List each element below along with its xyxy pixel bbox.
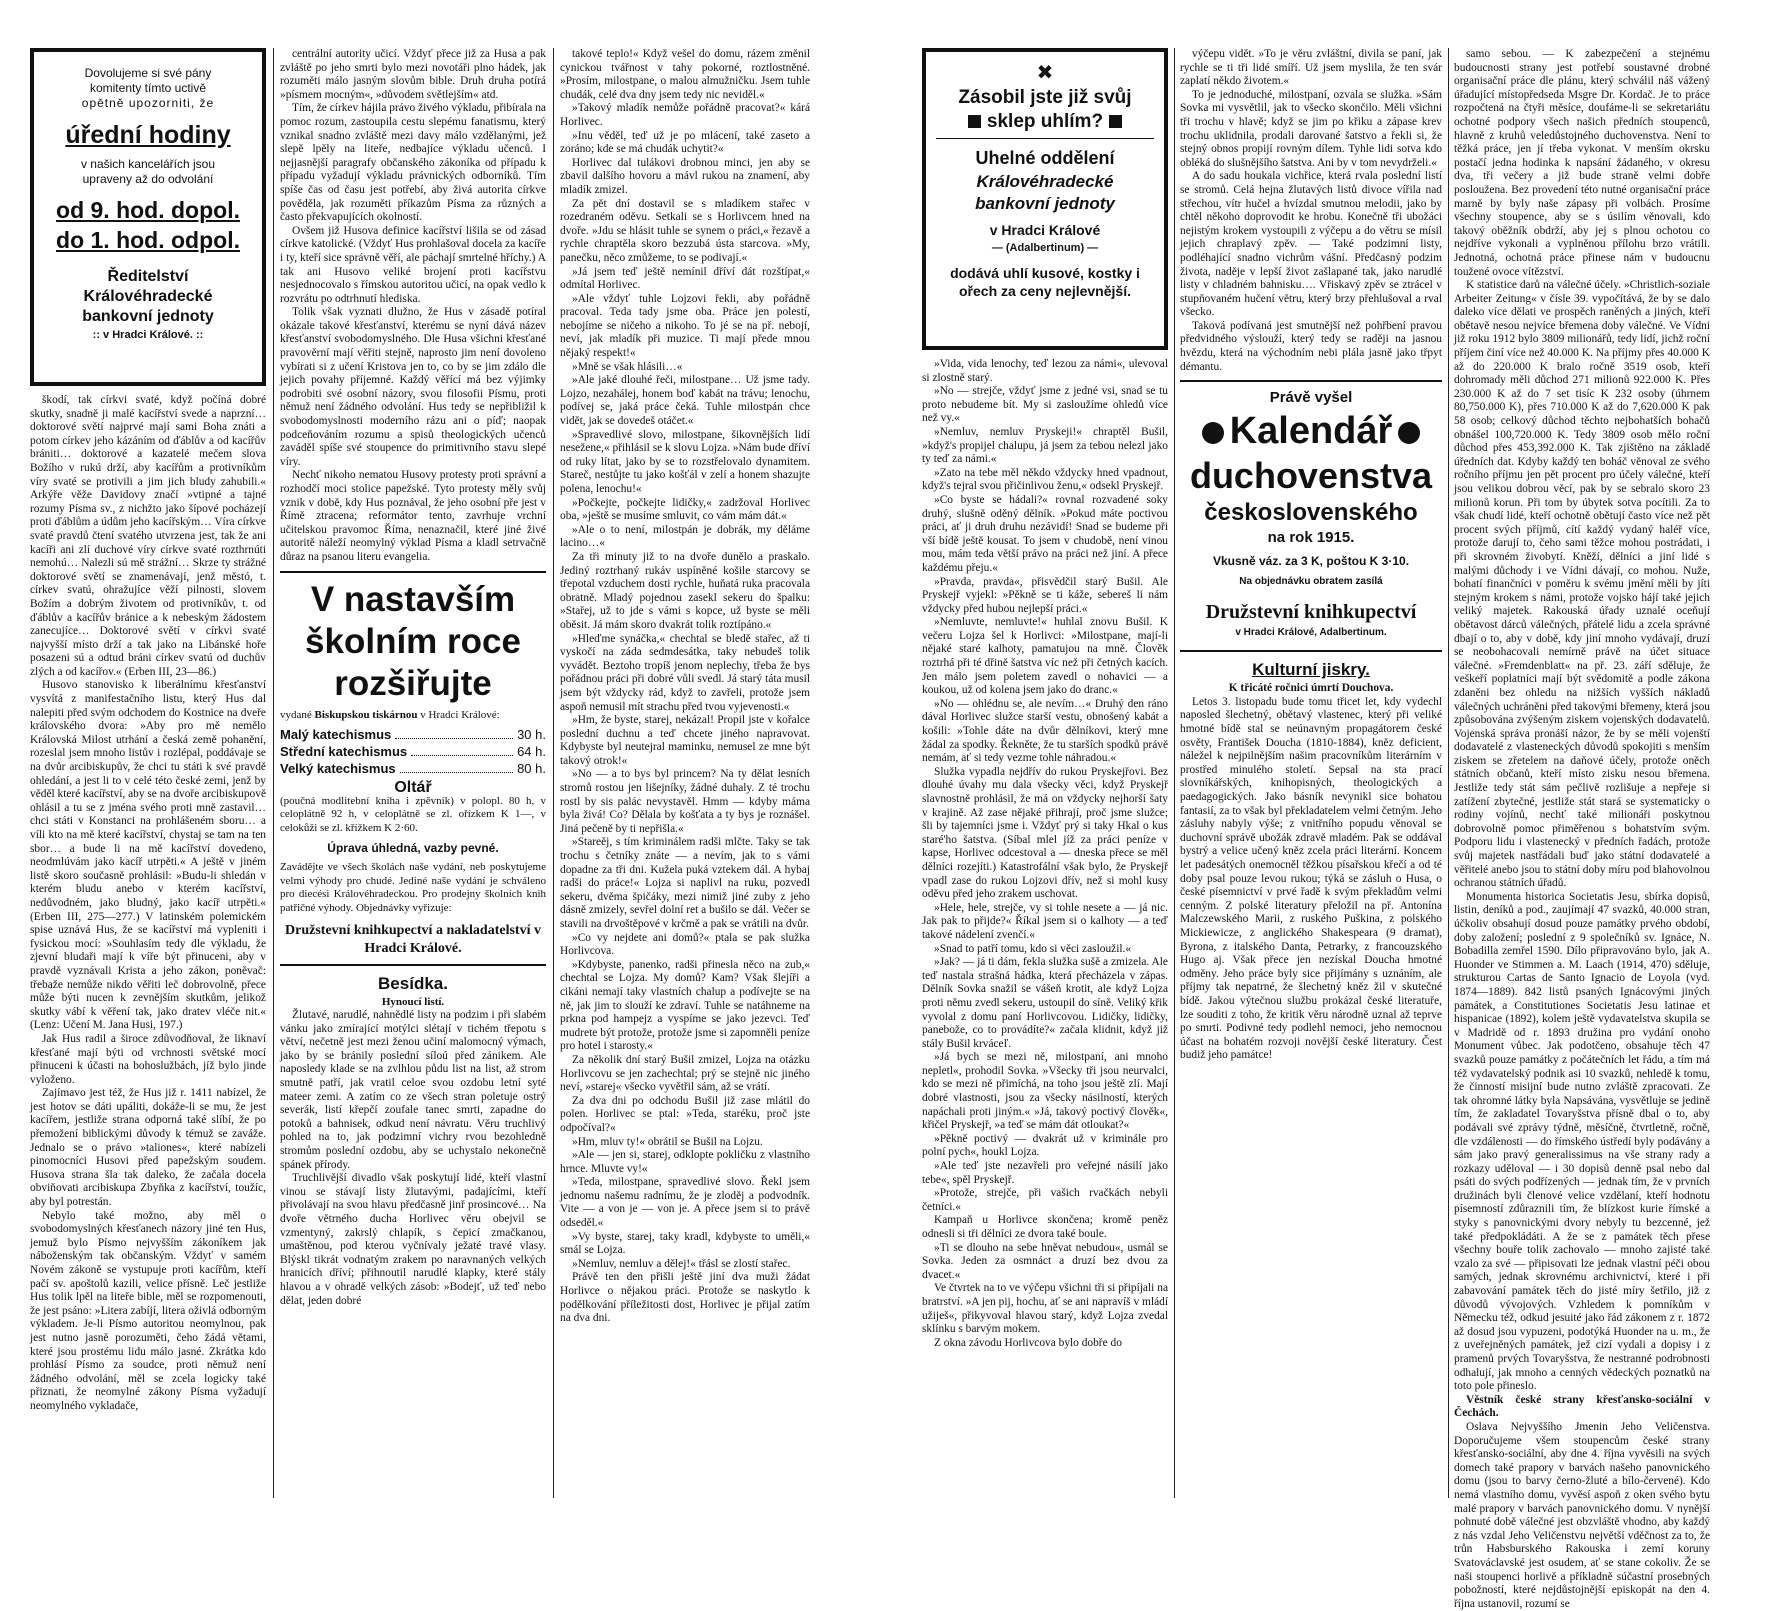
binding-note: Úprava úhledná, vazby pevné.	[327, 840, 499, 855]
paragraph: »Já jsem teď ještě nemínil dříví dát rozštípat,« odmítal Horlivec.	[560, 265, 810, 292]
ad-signature: Královéhradecké	[83, 288, 213, 305]
paragraph: K statistice darů na válečné účely. »Christlich-soziale Arbeiter Zeitung« v čísle 39. vypočítává, že by se dalo daleko více dělati ve prospěch raněných a jiných, kteří obětavě nesou nejvíce břemena doby válečné. Ve Vídni již roku 1912 bylo 3809 milionářů, tedy lidí, jichž roční příjem činí více než 40.000 K. Na příjmy přes 40.000 K až do 220.000 K bralo ročně 3519 osob, kteří dohromady měli důchod 271 milionů 922.000 K. Přes 230.000 K až do 7 set tisíc K 232 osoby (úhrnem 80,750.000 K), přes 710.000 K až do 7,620.000 K pak 58 osob; celkový důchod těchto nejbohatších bohačů obnášel 100,720.000 K. Tedy 3809 osob mělo roční důchod přes 453,392.000 K. Tak zjištěno na základě úředních dat. Kdyby každý ten boháč věnoval ze svého ročního příjmu jen pět procent pro účely válečné, kteří jsou velikou dobrou věcí, pak by se sebralo skoro 23 milionů korun. Při tom by úbytek sotva pocítili. Za to však chudí lidé, kteří ochotně obětují často více než pět procent svých příjmů, cítí každý vydaný haléř více, protože darují to, čeho sami těžce mohou postrádati, i při skrovném živobytí. Kněží, dělníci a jiní lidé s malými důchody i ve Vídni dávají, co mohou. Nuže, bohatí finančníci v poměru k svému jmění měli by jíti stejným krokem s námi, protože vojsko hájí také jejich veliký majetek. Rakouská úřady uznalé oceňují obětavost dárců válečných, přátelé lidu a zcela správné dbají o to, aby v době, kdy jiní mnoho vydávají, druzí se neobohacovali nemírně právě na účet situace válečné. »Fremdenblatt« na př. 23. září sděluje, že veškeří poplatníci mají být svědomitě a podle zákona zdaněni bez ohledu na nižších vyšších nákladů válečných uchráněni před takovými břemeny, která jsou způsobována zvýšeným ziskem vojenských dodavatelů. Vojenská správa pronáší názor, že by se měli vojenští dodavatelé z vlasteneckých důvodů spokojiti s menším ziskem se zřetelem na daňové účely, protože oněch státních občanů, kteří místo zisku nesou břemena. Jestliže tedy stát sám pečlivě rozlišuje a nepřeje si zatížení zbytečné, jestliže stát stará se systematicky o rodiny vojínů, nechť také milionáři poskytnou dobrovolně pomoc přiměřenou s bohatstvím svým. Podporu lidu i vlastenecký v předních řadách, protože svůj majetek nastřádali buď jako státní dodavatelé a věřitelé anebo jsou to státní doby míru pod blahovolnou ochranou státních úřadů.	[1454, 279, 1710, 890]
paragraph: »Inu věděl, teď už je po mlácení, také zaseto a zoráno; kde se má chudák uchytit?«	[560, 129, 810, 156]
kulturni-title: Kulturní jiskry.	[1252, 660, 1370, 680]
coal-bank: bankovní jednoty	[975, 194, 1115, 213]
calendar-title-word: Kalendář	[1229, 410, 1393, 453]
calendar-title	[1180, 408, 1442, 454]
left-page	[30, 48, 880, 1498]
paragraph: »Teda, milostpane, spravedlivé slovo. Řekl jsem jednomu našemu radnímu, že je zloděj a podvodník. Vite — a von je — von je. A přece jsem si to právě odseděl.«	[560, 1176, 810, 1230]
paragraph: »Pravda, pravda«, přisvědčil starý Bušil. Ale Pryskejř vyjekl: »Pěkně se ti káže, sebereš li nám vždycky před hubou nejlepší práci.«	[922, 575, 1168, 615]
right-page	[922, 48, 1762, 1610]
paragraph: Z okna závodu Horlivcova bylo dobře do	[934, 1336, 1122, 1349]
paragraph: »Já bych se mezi ně, milostpaní, ani mnoho nepletl«, prohodil Sovka. »Všecky tři jsou neurvalci, kdo se mezi ně přimíchá, na toho jsou ještě zlí. Mají dobré vlastnosti, jsou za všecky násilností, kterých napáchali proti jiným.« »Já, takový poctivý člověk«, křičel Pryskejř, »a teď se mám dát otloukat?«	[922, 1051, 1168, 1132]
divider	[936, 138, 1154, 139]
coal-bank: Královéhradecké	[976, 172, 1114, 191]
price-row	[280, 743, 546, 760]
paragraph: centrální autority učicí. Vždyť přece již za Husa a pak zvláště po jeho smrti bylo mezi novotáři plno hádek, jak rozuměti málo jasným slovům bible. Druh druha potírá »písmem mocným«, »důvodem světlejším« atd.	[280, 48, 546, 101]
coal-offer: dodává uhlí kusové, kostky i ořech za ceny nejlevnější.	[950, 265, 1140, 299]
paragraph: »Ti se dlouho na sebe hněvat nebudou«, usmál se Sovka. Jeden za osmnáct a druzí bez dvou za dvacet.«	[922, 1241, 1168, 1281]
ad-hours-to: do 1. hod. odpol.	[56, 227, 240, 253]
kulturni-text	[1180, 696, 1442, 1063]
paragraph: Za tři minuty již to na dvoře dunělo a praskalo. Jediný roztrhaný rukáv uspíněné košile starcovy se třepotal vzduchem dosti rychle, huňatá ruka pracovala obratně. Mladý pojednou zasekl sekeru do špalku: »Stařej, už to jde s vámi s kopce, už byste se měli oběsit. Já mám skoro dvakrát tolik roztípáno.«	[560, 550, 810, 631]
paragraph: »Hele, hele, strejče, vy si tohle nesete a — já nic. Jak pak to přijde?« Říkal jsem si o kalhoty — a teď takové nádelení zvenčí.«	[922, 901, 1168, 941]
column-rule	[1448, 48, 1449, 1498]
paragraph: »Vy byste, starej, taky kradl, kdybyste to uměli,« smál se Lojza.	[560, 1230, 810, 1257]
price-row	[280, 760, 546, 777]
column-rule	[553, 48, 554, 1498]
paragraph: »Co vy nejdete ani domů?« ptala se pak služka Horlivcova.	[560, 931, 810, 958]
column-2	[280, 48, 546, 1498]
calendar-seller: Družstevní knihkupectví	[1205, 601, 1417, 624]
publisher-line	[280, 709, 546, 723]
vestnik-title: Věstník české strany křesťansko-sociální v Čechách.	[1454, 1393, 1710, 1420]
office-hours-ad	[30, 48, 266, 386]
paragraph: Nechť nikoho nematou Husovy protesty proti správní a rozhodčí moci stolice papežské. Tyto protesty měly svůj vznik v době, kdy Hus poznával, že jeho osobní pře jest v Římě ztracena; reformátor tento, zavrhuje vrchní učitelskou pravomoc Říma, nenaznačil, které jiné živé autoritě náleží neomylný výklad Písma a kladl setrvačně důraz na psanou literu evangelia.	[280, 469, 546, 563]
paragraph: A do sadu houkala vichřice, která rvala poslední listí se stromů. Celá hejna žlutavých listů divoce vířila nad střechou, vítr hučel a hvízdal smutnou melodii, jako by chtěl někoho doprovodit ke hrobu. Konečně tři ubožáci nejistým krokem vystoupili z výčepu a do větru se mísil jejich chraplavý zpěv. — Také podzimní listy, podléhající snadno vichrům vášní. Předčasný podzim života, naděje v lepší život zašlapané tak, jako narudlé listy v chladném bahnisku…. Vřiskavý zpěv se ztrácel v stupňovaném hučení větru, který brzy přehlušoval a rval všecko.	[1180, 170, 1442, 319]
column-6	[1454, 48, 1710, 1610]
coal-ad-question: sklep uhlím?	[986, 111, 1104, 132]
item-price: 80 h.	[517, 761, 546, 777]
paragraph: Jak Hus radil a široce zdůvodňoval, že liknaví křesťané mají býti od vrchnosti světské mocí přinuceni k účasti na bohoslužbách, jíž bylo jinde vyloženo.	[30, 1032, 266, 1086]
seller-name: Družstevní knihkupectví a nakladatelství v Hradci Králové.	[285, 922, 541, 956]
paragraph: »Mně se však hlásili…«	[572, 360, 683, 373]
coal-ad	[922, 48, 1168, 350]
calendar-pre: Právě vyšel	[1269, 389, 1353, 407]
paragraph: Truchlivější divadlo však poskytují lidé, kteří vlastní vinou se stávají listy žlutavými, padajícími, kteří přivolávají na svou hlavu předčasně jinř prosincové… Na dvoře větrného ducha Horlivec věru obejvil se vzmentyný, zakrslý chlapík, s čepicí zmačkanou, umaštěnou, pod kterou vyčnívaly ježaté travé vlasy. Blýskl tikrát vodnatým zrakem po naravnaných velkých hranicích dříví; přihnoutil narudlé klapky, které stály hlavou a v ohradě velkých zásob: »Bodejť, už teď nebo dělat, jeden dobré	[280, 1172, 546, 1307]
paragraph: »Ale — jen si, starej, odklopte pokličku z vlastního hrnce. Mluvte vy!«	[560, 1149, 810, 1175]
paragraph: »No — strejče, vždyť jsme z jedné vsi, snad se tu proto nebudeme bít. My si zasloužíme ohledů více než vy.«	[922, 385, 1168, 425]
article-text	[280, 48, 546, 565]
paragraph: »Co byste se hádali?« rovnal rozvadené soky druhý, slušně oděný dělník. »Pokud máte poctivou práci, ať ji druh druhu nezávidí! Snad se budeme při vší bídě ještě kousat. To jsem v chudobě, není vinou mou, mám teda větší právo na práci než jiní. A přece každému přeju.«	[922, 493, 1168, 574]
paragraph: samo sebou. — K zabezpečení a stejnému budoucnosti strany jest potřebí soustavné drobné organisační práce dle plánu, který schválil náš vážený úřadující místopředseda Msgre Dr. Kordač. Je to práce rozpočtená na čtyři měsíce, doufáme-li se sekretariátu ochotné podpory všech našich předních stoupenců, hlavně z kruhů veledůstojného duchovenstva. Není to těžká práce, jen jí třeba vykonat. V menším okrsku postačí jedna hodinka k napsání žádaného, v okresu dva, tři večery a již bude straně velmi dobře posloužena. Bez provedení této nutné organisační práce marně by byly naše zápasy při volbách. Prosíme všechny stoupence, aby se s úsilím věnovali, kdo takový oběžník obdrží, aby jej s plnou ochotou co nejdříve vykonali a vyplněnou přílohu brzo vrátili. Jednotná, ochotná práce přinese nám v budoucnu toužené ovoce vítězství.	[1454, 48, 1710, 278]
ad-signature: :: v Hradci Králové. ::	[92, 329, 204, 341]
paragraph: »Spravedlivé slovo, milostpane, šikovnějších lidí nesežene,« přihlásil se k slovu Lojza. »Nám bude dříví od ruky lítat, jako by se to rozstřelovalo dynamitem. Stareč, nestůjte tu jako košťál v zelí a honem shazujte polena, lenochu!«	[560, 428, 810, 495]
paragraph: »Jak? — já ti dám, fekla služka sušě a zmizela. Ale teď nastala strašná hádka, která přecházela v zápas. Dělník Sovka snažil se vášeň krotit, ale když Lojza proti němu zvedl sekeru, ustoupil do síně. Veliký křik vyvolal z domu paní Horlivcovou. Lidičky, lidičky, panebože, co to provádíte?« začala klidnit, když již stály Bušil krváceľ.	[922, 956, 1168, 1050]
ad-signature: Ředitelství	[107, 268, 189, 285]
coal-city: v Hradci Králové	[989, 222, 1101, 238]
oltar-title: Oltář	[394, 779, 432, 797]
school-ad-text: Zavádějte ve všech školách naše vydání, neb poskytujeme velmi výhody pro chudé. Jediné naše vydání je schváleno pro diecési Královéhradeckou. Pro prodejny školních knih patřičné výhody. Objednávky vyřizuje:	[280, 861, 546, 914]
paragraph: »Nemluv, nemluv a dělej!« třásl se zlostí stařec.	[572, 1257, 791, 1270]
paragraph: Za pět dní dostavil se s mladíkem stařec v rozedraném oděvu. Setkali se s Horlivcem hned na dvoře. »Jdu se hlásit tuhle se synem o práci,« řezavě a rychle chraptěla skoro bezzubá ústa starcova. »My, panečku, něco zmůžeme, to se podivají.«	[560, 197, 810, 264]
paragraph: výčepu vidět. »To je věru zvláštní, divila se paní, jak rychle se ti tři lidé smíří. Už jsem myslila, že ten svár zaplatí někdo životem.«	[1180, 48, 1442, 88]
paragraph: »No — ohlédnu se, ale nevím…« Druhý den ráno dával Horlivec služce starší vestu, obnošený kabát a košili: »Tohle dáte na dvůr dělníkovi, který mne žádal za spodky. Řekněte, že tu starších spodků právě nemám, ať si tedy vezme tohle náhradou.«	[922, 697, 1168, 765]
item-price: 30 h.	[517, 727, 546, 743]
kulturni-subtitle: K třicáté ročnici úmrtí Douchova.	[1228, 682, 1394, 695]
paragraph: »Zato na tebe měl někdo vždycky hned vpadnout, když's tejral svou přičinlivou ženu,« odsekl Pryskejř.	[922, 466, 1168, 493]
calendar-order: Na objednávku obratem zasílá	[1239, 576, 1383, 588]
ad-line: opětně upozorniti, že	[81, 96, 215, 110]
paragraph: »Protože, strejče, při vašich rvačkách nebyli četníci.«	[922, 1187, 1168, 1213]
calendar-addr: v Hradci Králové, Adalbertinum.	[1235, 627, 1387, 639]
school-ad-headline: školním roce	[305, 621, 521, 661]
paragraph: Husovo stanovisko k liberálnímu křesťanství vysvítá z manifestačního listu, který Hus dal nalepiti před svým odchodem do Kostnice na dveře královského dvora: »Aby pro mě nemělo Královská Milost utrhání a česká země pohanění, rozeslal jsem mnoho listův i rozlépal, poddávaje se na dvůr arcibiskupův, že chci tu státi k své pravdě ohledání, a jest li to v celé této české zemi, jenž by věděl které kacířství, aby se na dvoře arcibiskupově ohlásil a tu se z jména svého proti mně zastavil… chci státi v Konstanci na prohlášeném sboru… a víli kto na mě které kacířství, chystaj se tam na ten sbor… a bude li na mě kacířství dovedeno, neodmlúvám jako kacíř utrpěti.« A ještě v jiném listě skoro současně prohlásil: »Budu-li shledán v kterém bludu anebo v kterém kacířství, nedůvodném, jako bludný, jako kacíř utrpěti.« (Erben III, 275—277.) V latinském polemickém spise uznává Hus, že se kacířství má vypleniti i fysickou mocí: »Souhlasím tedy dle výkladu, že zjevní bludaři mají k víře být přinuceni, aby v pravdě vyznávali Krista a jeho zákon, poněvač: třebaže nemůže nikdo věřiti leč dobrovolně, přece může býti nucen k zevnějším skutkům, jelikož skutky vábí k věření tak, jako dratev vléče nit.« (Lenz: Učení M. Jana Husi, 197.)	[30, 679, 266, 1032]
ad-line: komitenty tímto uctivě	[89, 81, 207, 95]
paragraph: Monumenta historica Societatis Jesu, sbírka dopisů, listin, deníků a pod., zaujímají 47 svazků, 40.000 stran, účkoliv obsahují dosud pouze památky prvého období, doby založení; poslední z 9 společníků sv. Ignáce, N. Bobadilla zemřel 1590. Dílo připravováno bylo, jak A. Huonder ve Stimmen a. M. Laach (1914, 470) sděluje, strukturou Cartas de Santo Ignacio de Loyola (vyd. 1874—1889). 842 listů psaných Ignácovými jiných památek, a Constitutiones Societatis Jesu latinae et hispanicae (1892), kolem ještě vydavatelstva skupila se v Madridě od r. 1893 družina pro vydání onoho Monument vůbec. Jak podotčeno, obsahuje těch 47 svazků pouze památky z počátečních let řádu, a tím má též vydavatelský podnik asi 10 svazků, nehledě k tomu, že činností misijní bude nutno zvláště zpracovati. Ze tak ohromné látky byla Napsávána, vysvětluje se jedině tím, že zakladatel Tovaryšstva přísně dbal o to, aby podávali své zprávy týdně, měsíčně, čtvrtletně, ročně, dle vzdálenosti — do římského ústředí byly podávány a sám jako pravý generalissimus na vše strany rady a rozkazy uděloval — i 30 dopisů denně psal nebo dal psáti do svých podřízených — jednak tím, že v prvních družinách byli členové velice vzdělaní, kteří hodnotu písemností zdůraznili tím, že blízkost kurie římské a styky s panovnickými dvory nebyly tu bezcenné, jež také předpokládáti. A že se z památek těch přese všechny bouře tolik zachovalo — mnoho zajisté také vzalo za své — připisovati lze jednak vlastní péči obou samých, jednak skrovnému archivnictví, které i při zabavování památek těch do jisté míry šetřilo, již z důvodů vývojových. Vzhledem k pomníkům v Německu též, odkud jesuité jako řád zákonem z r. 1872 až dosud jsou vypuzeni, podotýká Huonder na u. m., že z uveřejněných památek, jež cizí vydali a dopisy i z pramenů prvých Tovaryšstva, že nestranné podrobnosti odhalují, jak mnoho a cenných vědeckých poznatků na toto pole přineslo.	[1454, 890, 1710, 1393]
ad-line: upraveny až do odvolání	[82, 172, 214, 186]
price-row	[280, 726, 546, 743]
besidka-text	[280, 1009, 546, 1308]
hammer-pick-icon: ✖	[1036, 62, 1054, 84]
coal-ad-line: Zásobil jste již svůj	[958, 87, 1132, 108]
news-text	[1454, 48, 1710, 1394]
paragraph: takové teplo!« Když vešel do domu, rázem změnil cynickou tvářnost v tahy pokorné, roztlostněné. »Prosím, milostpane, o malou almužničku. Jsem tuhle chudák, celé dva dny jsem tedy nic neviděl.«	[560, 48, 810, 101]
calendar-price: Vkusně váz. za 3 K, poštou K 3·10.	[1212, 554, 1410, 569]
paragraph: »Ale o to není, milostpán je dobrák, my děláme lacino…«	[560, 523, 810, 550]
story-text	[1180, 48, 1442, 374]
paragraph: »Ale jaké dlouhé řeči, milostpane… Už jsme tady. Lojzo, nezahálej, honem boď kabát na trávu; lenochu, podívej se, jaká práce čeká. Tuhle milostpán chce vidět, jak se dovedeš otáčet.«	[560, 374, 810, 428]
oltar-text: (poučná modlitební kniha i zpěvník) v polopl. 80 h, v celoplátně 92 h, v celoplátně se zl. ořízkem K 1—, v celokůži se zl. křížkem K 2·60.	[280, 794, 546, 834]
paragraph: Právě ten den přišli ještě jiní dva muži žádat Horlivce o nějakou práci. Protože se naskytlo k podělkování příležitosti dost, Horlivec je přijal zatím na dva dni.	[560, 1271, 810, 1325]
calendar-title: duchovenstva	[1189, 455, 1433, 497]
divider	[1180, 380, 1442, 382]
vestnik-text	[1454, 1421, 1710, 1611]
column-3	[560, 48, 810, 1498]
paragraph: »Nemluv, nemluv Pryskeji!« chraptěl Bušil, »když's propijel chalupu, já jsem za tebou nelezl jako ty teď za námi.«	[922, 425, 1168, 466]
divider	[280, 571, 546, 573]
paragraph: Tím, že církev hájila právo živého výkladu, přibírala na pomoc rozum, zastoupila cestu slepému fanatismu, který vznikal snadno zvláště mezi davy málo vzdělanými, jež slepě lpěly na liteře, nedbajíce výkladu učenců. I nejjasnější paragrafy občanského zákoníka od případu k případu vyžadují výkladu právnických odborníků. Tím spíše čas od času jest potřebí, aby živá autorita církve pověděla, jak rozuměti příkazům Písma za různých a často překvapujících okolností.	[280, 102, 546, 224]
paragraph: »Kdybyste, panenko, radši přinesla něco na zub,« chechtal se Lojza. My domů? Kam? Však šlejíři a cikáni nemají taky vlastních chalup a podívejte se na ně, jak jim to slouží ke zdraví. Tuhle se natáhneme na prkna pod hampejz a vyspíme se jako jezevci. Teď mudrete být protože, protože jsme si zapomněli peníze pro hotel i starosty.«	[560, 958, 810, 1053]
column-rule	[273, 48, 274, 1498]
paragraph: Kampaň u Horlivce skončena; kromě peněz odnesli si tři dělníci ze dvora také boule.	[922, 1214, 1168, 1240]
publisher-pre: vydané	[280, 708, 312, 721]
publisher-post: v Hradci Králové:	[420, 708, 500, 721]
paragraph: »Snad to patří tomu, kdo si věci zasloužil.«	[934, 942, 1132, 955]
paragraph: Tolik však vyznati dlužno, že Hus v zásadě potíral okázale takové křesťanství, kterému se nyní dává název křesťanství svobodomyslného. Dle Husa všichni křesťané pravověrní mají věřiti stejně, naprosto jim není dovoleno vybírati si z učení Kristova jen to, co by se jim zdálo dle jejich povahy příjemné. Každý věřící má bez výjimky podrobiti své osobní názory, svou filosofii Písmu, proti němuž není žádného odvolání. Hus tedy se nepřibližil k svobodomyslnosti moderního rázu ani o píď; naopak podceňováním rozumu a spisů theologických učenců zaváděl spíše své stoupence do primitivního stavu slepé víry.	[280, 306, 546, 468]
school-ad	[280, 579, 546, 958]
column-1	[30, 48, 266, 1498]
ad-line: v našich kancelářích jsou	[80, 157, 216, 171]
divider	[1180, 650, 1442, 652]
paragraph: To je jednoduché, milostpaní, ozvala se služka. »Sám Sovka mi vysvětlil, jak to všecko skončilo. Měli všichni tři trochu v hlavě; když se jim po křiku a zápase krev trochu uklidnila, prodali darované šatstvo a řekli si, že stejný obnos propijí rovným dílem. Tyhle lidi sotva kdo obléká do slušnějšího šatstva. Ani by v tom nevydrželi.«	[1180, 88, 1442, 169]
paragraph: Ve čtvrtek na to ve výčepu všichni tři si připíjali na bratrství. »A jen pij, hochu, ať se ani napravíš v mládí užiješ«, přikyvoval hlavou starý, když Lojza zvedal sklínku s barvým mokem.	[922, 1282, 1168, 1336]
item-price: 64 h.	[517, 744, 546, 760]
paragraph: »Nemluvte, nemluvte!« huhlal znovu Bušil. K večeru Lojza šel k Horlivci: »Milostpane, mají-li nějaké staré kalhoty, pamatujou na mně. Člověk roztrhá při té dřině šatstva víc než při četných kacích. Jen málo jsem poletem zavedl o nohavici — a koukou, už od kolena jsem jako do dranc.«	[922, 616, 1168, 697]
ad-line: Dovolujeme si své pány	[84, 66, 212, 80]
calendar-ad	[1180, 388, 1442, 640]
paragraph: »Hm, že byste, starej, nekázal! Propil jste v kořalce poslední duchnu a teď chcete jiného napravovat. Kdybyste byl neutejral maminku, nemusel ze mne být takový otrok!«	[560, 714, 810, 767]
paragraph: Žlutavé, narudlé, nahnědlé listy na podzim i při slabém vánku jako zmírající motýlci slétají v tichém třepotu s větví, nečetně jest mezi ženou učiní malomocný výmach, jako by se bránily poslední síloú před zánikem. Ale naposledy klade se na zvlhlou půdu list na list, až strom smutně patří, jak vratil celoe svou ozdobu letní syté mateer zemi. A zatím co ze všech stran poletuje ostrý severák, listí křepčí zoufale tanec smrti, zapadne do potoků a bahnisek, odkud není návratu. Věru truchlivý pohled na to, jak podzimní vichry rvou bezohledně stromům poslední ozdobu, aby se uchystalo nekonečně spánek přírody.	[280, 1009, 546, 1171]
besidka-title: Besídka.	[378, 973, 448, 993]
item-name: Velký katechismus	[280, 761, 396, 777]
column-4	[922, 48, 1168, 1498]
paragraph: »Ale teď jste nezavřeli pro veřejné násilí jako tebe«, spěl Pryskejř.	[922, 1160, 1168, 1186]
paragraph: Za dva dni po odchodu Bušil již zase mlátil do polen. Horlivec se ptal: »Teda, staréku, proč jste odpočíval?«	[560, 1094, 810, 1134]
column-5	[1180, 48, 1442, 1498]
school-ad-headline: V nastavším	[310, 579, 516, 619]
paragraph: »Takový mladík nemůže pořádně pracovat?« kárá Horlivec.	[560, 102, 810, 128]
paragraph: »Počkejte, počkejte lidičky,« zadržoval Horlivec oba, »ještě se musíme smluvit, co vám mám dát.«	[560, 496, 810, 523]
item-name: Střední katechismus	[280, 744, 408, 760]
paragraph: »Vida, vida lenochy, teď lezou za námi«, ulevoval si zlostně starý.	[922, 358, 1168, 384]
coal-dept: Uhelné oddělení	[975, 148, 1115, 168]
paragraph: Oslava Nejvyššího Jmenin Jeho Veličenstva. Doporučujeme všem stoupencům české strany křesťansko-sociální, aby dne 4. října vyvěsili na svých domech také prapory v barvách našeho panovnického domu (jsou to barvy černo-žluté a bílo-červené). Kdo nemá vlastního domu, vyvěsí aspoň z oken svého bytu malé prapory v barvách panovnického domu. V nynější pohnuté době válečné jest obzvláště vhodno, aby každý z nás vzdal Jeho Veličenstvu největší vděčnost za to, že trůn Habsburského Rakouska i zemí koruny Svatováclavské jest osudem, ať se stane cokoliv. Že se naši stoupenci horlivě a příkladně súčastní prosebných pobožností, které nejdůstojnější episkopát na den 4. října ustanovil, rozumí se	[1454, 1420, 1710, 1610]
paragraph: »Pěkně poctivý — dvakrát už v kriminále pro polní pych«, houkl Lojza.	[922, 1132, 1168, 1159]
paragraph: Služka vypadla nejdřív do rukou Pryskejřovi. Bez dlouhé úvahy mu dala všecky věci, když Pryskejř slavnostně prohlásil, že má on vždycky nejhorší šaty v krajině. Až zase nějaké přihrají, proč jsme služce; šli by tajemníci jsme i. Vždyť prý si taky Hkal o kus staré'ho šatstva. (Síbal mlel jíž za práci peníze v kapse, Horlivec odcestoval a — dneska přece se měl dělníci rozejíti.) Katastrofální však bylo, že Pryskejř vpadl zase do rukou Lojzovi dřív, než si mohl kusy oděvu před jeho zrakem uschovat.	[922, 765, 1168, 901]
paragraph: škodí, tak církvi svaté, když počíná dobré skutky, snadně ji malé kacířství svede a naprzní… doktorové světí najprvé mají sami Boha znáti a potom církev jeho kázáním od ďáblův a od kacířův brániti… doktorové a kazatelé mečem slova Božího v rukú drží, aby kacířům a protivníkům víry svaté se protivili a jim jich bludy zahubili.« Arkýře věže Davidovy značí »vtipné a tajné rozumy Písma sv., z nichžto jako šípové pocházejí proti ďáblům a údům jeho kacířským… Víra církve svaté pravdů čtení svatého utvrzena jest, tak že ani kacíři ani zlí duchové víry církve svaté rozthrnúti nemohú… Nalezli sú mě strážní… Skrze ty strážné doktorové světí se znamenávají, jenž městó, t. církev svatú, ohražujíce věží pilnosti, slovem Božím a dobrým životem od protivníkův, t. od ďáblův a kacířův bránice a k nebeským žádostem zanecujíce… Doktorové světí v církvi svaté najvyšší místo drží a tak jako na Libánské hoře posazeni sú a odtud bráni církev svatú od duchův zlých a od kacířov.« (Erben III, 23—86.)	[30, 394, 266, 678]
item-name: Malý katechismus	[280, 727, 392, 743]
ad-hours-from: od 9. hod. dopol.	[56, 197, 240, 223]
school-ad-headline: rozšiřujte	[334, 663, 492, 703]
calendar-title: československého	[1204, 499, 1418, 527]
paragraph: Letos 3. listopadu bude tomu třicet let, kdy vydechl naposled šlechetný, obětavý vlastenec, který při veliké hmotné bídě stal se neúnavným propagátorem české osvěty, František Doucha (1810-1884), kněz deficient, náležel k nejpilnějším našim pracovníkům literárním v prostřed minulého století. Sepsal na sta prací slovníkářských, knihopisných, theologických a paedagogických. Jako básník nevynikl sice bohatou fantasií, za to však byl překladatelem velmi četným. Jeho zásluhy nabyly výše; z vnitřního popudu věnoval se duchovní správě ubožák zdravě mladém. Pak se oddával bystrý a velice učený kněz zcela práci literární. Koncem let padesátých onemocněl těžkou písařskou křečí a od té doby psal pouze levou rukou; týká se zásluh o Husa, o české písemnictví v prvé řadě k svým překladům velmi cenným. Z polské literatury přeložil na př. Antonína Malczewského Marii, z ruského Puškina, z polského Mickiewicze, z anglického Shakespeara (9 dramat), Byrona, z italského Danta, Petrarky, z francouzského Hugo aj. Však přece jen nezískal Doucha hmotné odměny. Jeho práce byly sice přijímány s uznáním, ale příjmy tak nepatrné, že šlechetný kněz žil v skutečné bídě. Jakou výtečnou službu prokázal české literatuře, lze souditi z toho, že kritik věru národně uznal až teprve po smrti. Podivné tedy podlehl nemoci, jeho nemocnou účast na bohatém rozvoji novější české literatury. Čest budiž jeho památce!	[1180, 695, 1442, 1062]
story-text	[922, 358, 1168, 1350]
paragraph: »Ale vždyť tuhle Lojzovi řekli, aby pořádně pracoval. Teda tady jsme oba. Práce jen polestí, nebojíme se ničeho a nikoho. To jé se na př. nebojí, neví, jak mladík při muzice. Ti mají přede mnou nějaký respekt!«	[560, 292, 810, 360]
divider	[280, 964, 546, 966]
paragraph: »Hleďme synáčka,« chechtal se bledě stařec, až ti vyskočí na záda sedmdesátka, taky nebudeš tolik vyvádět. Beztoho tropíš jenom neplechy, třeba že bys pořádnou práci při dobré vůli svedl. Já starý táta musil jsem být vždycky rád, když to zavřeli, protože jsem aspoň nemusil mít strachu před tvou vyjevenosti.«	[560, 632, 810, 713]
paragraph: Zajímavo jest též, že Hus již r. 1411 nabízel, že jest hotov se dáti upáliti, dokáže-li se mu, že jest kacířem, jestliže strana odporná také slíbí, že po přemožení biblickými důvody k témuž se zaváže. Jednalo se o právo »taliones«, které nabízeli pinomocníci Husovi před papežským soudem. Husova strana šla tak daleko, že začala docela obviňovati arcibiskupa Zbyňka z kacířství, toužíc, aby byl potrestán.	[30, 1087, 266, 1209]
paragraph: Nebylo také možno, aby měl o svobodomyslných křesťanech názory jiné ten Hus, jemuž bylo Písmo nejvyšším zákoníkem jak náboženským tak občanským. Vždyť v samém Novém zákoně se vystupuje proti kacířům, kteří pačí sv. apoštolů kazili, velice přísně. Leč jestliže Hus tolik lpěl na liteře bible, měl se rozpomenouti, že jest psáno: »Litera zabíjí, litera oživlá odborným výkladem. Je-li Písmo autoritou neomylnou, pak jest nutno jasně porozuměti, čeho žádá větami, které jsou prostému lidu málo jasné. Zkrátka kdo prohlásí Písmo za soudce, proti němuž není žádného odvolání, měl se zcela logicky také přiznati, že neomylné zákony Písma vyžadují neomylného vykladače,	[30, 1209, 266, 1412]
paragraph: »Stareěj, s tím kriminálem radši mlčte. Taky se tak trochu s četníky znáte — a nevím, jak to s vámi dopadne za tři dni. Kužela puká vztekem dál. A hybaj radši do práce!« Lojza si naplivl na ruku, pozvedl sekeru, dvěma špičáky, mezi nimiž jiné zuby z jeho dásně zmizely, sevřel dolní ret a bušilo se dál. Večer se stavili na drvoštěpové v krčmě a pak se vrátili na dvůr.	[560, 836, 810, 930]
paragraph: »Hm, mluv ty!« obrátil se Bušil na Lojzu.	[572, 1135, 763, 1148]
paragraph: Horlivec dal tulákovi drobnou minci, jen aby se zbavil dalšího hovoru a mávl rukou na znamení, aby mladík zmizel.	[560, 156, 810, 196]
calendar-year: na rok 1915.	[1267, 529, 1355, 547]
besidka-subtitle: Hynoucí listí.	[381, 995, 445, 1008]
story-text	[560, 48, 810, 1326]
paragraph: Ovšem již Husova definice kacířství lišila se od zásad církve katolické. (Vždyť Hus prohlašoval docela za kacíře i ty, kteří sice správně věří, ale páchají smrtelné hříchy.) A tak ani Husovo veliké brojení proti kacířstvu nesjednocovalo s římskou autoritou učicí, na opak vedlo k rozvrátu po odtrhnutí hlediska.	[280, 224, 546, 305]
paragraph: »No — a to bys byl princem? Na ty dělat lesních stromů rostou jen lišejníky, žádné duhaly. Z té trochu rostl by sis palác nevystavěl. Hmm — kdyby máma byla živá! Co? Dělala by košťata a ty bys je roznášel. Jiná pečeně by ti nepřišla.«	[560, 768, 810, 835]
coal-addr: — (Adalbertinum) —	[991, 242, 1099, 254]
coal-ad-line	[936, 110, 1154, 134]
ad-title: úřední hodiny	[65, 121, 231, 149]
paragraph: Taková podívaná jest smutnější než pohřbení pravou předvidného výslouží, který tedy se raději na jasnou hvězdu, která na východním nebi plála jasně jako třpyt démantu.	[1180, 319, 1442, 373]
article-text	[30, 394, 266, 1414]
paragraph: Za několik dní starý Bušil zmizel, Lojza na otázku Horlivcovu se jen zachechtal; prý se stejně nic jiného neví, »starej« všecko vyvětřil sám, až se vrátí.	[560, 1053, 810, 1094]
ad-signature: bankovní jednoty	[82, 308, 214, 325]
publisher-name: Biskupskou tiskárnou	[314, 708, 418, 721]
column-rule	[1174, 48, 1175, 1498]
